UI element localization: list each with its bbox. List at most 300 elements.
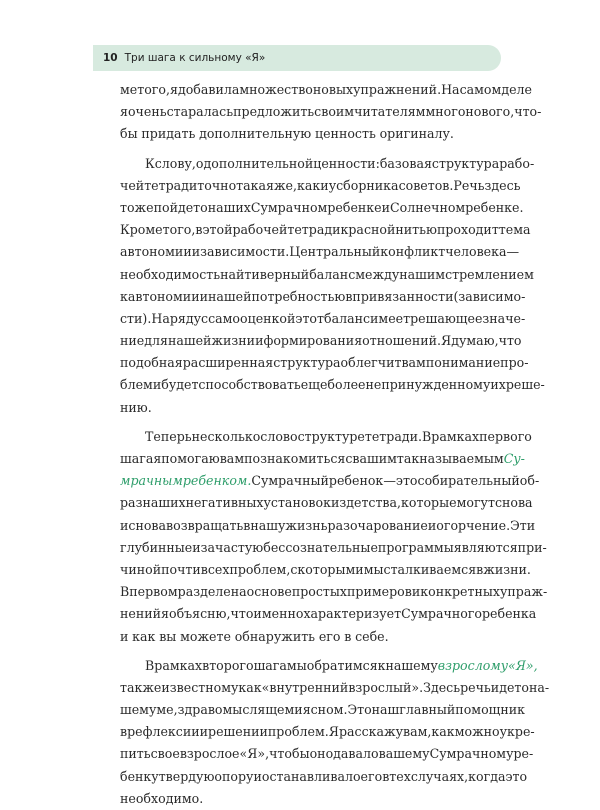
word: и — [120, 517, 129, 533]
word: слов — [260, 428, 291, 444]
word: чиной — [120, 561, 162, 577]
word: проблем. — [267, 724, 329, 740]
page-number: 10 — [103, 52, 118, 64]
word: из — [330, 495, 347, 511]
word: оригиналу. — [379, 126, 454, 142]
word: ребенке — [327, 199, 382, 215]
word: мы — [286, 657, 307, 673]
word: основе — [246, 584, 292, 600]
word: в — [195, 222, 203, 238]
word: останавливало — [261, 768, 361, 784]
word: пить — [120, 746, 151, 762]
word: об- — [519, 473, 540, 489]
word: рабочей — [232, 222, 288, 238]
text-line — [120, 448, 525, 470]
paragraph — [120, 79, 542, 146]
text-line — [120, 374, 545, 396]
word: более — [327, 377, 366, 393]
word: когда — [468, 768, 506, 784]
word: нашей — [167, 333, 212, 349]
word: решающее — [410, 310, 483, 326]
word: разделе — [177, 584, 231, 600]
word: первого — [479, 428, 532, 444]
word: дополнительной — [203, 155, 314, 171]
word: шага — [253, 657, 287, 673]
word: между — [355, 266, 400, 282]
word: опору — [214, 768, 254, 784]
word: о — [290, 428, 298, 444]
word: главный — [399, 702, 456, 718]
word: придать — [141, 126, 196, 142]
word: На — [441, 82, 460, 97]
highlighted-term: Су- — [503, 451, 525, 466]
word: при- — [517, 539, 547, 555]
word: здесь — [484, 177, 521, 193]
word: разочарование — [327, 517, 428, 533]
text-line — [120, 655, 538, 677]
word: себе. — [355, 628, 389, 644]
word: тема — [498, 222, 531, 238]
word: собирательный — [417, 473, 520, 489]
word: можете — [180, 628, 231, 644]
word: Сумрачному — [429, 746, 514, 762]
word: наш — [371, 702, 400, 718]
word: понимание — [425, 355, 501, 371]
text-line — [120, 699, 526, 721]
word: первом — [129, 584, 178, 600]
word: Сумрачный — [251, 473, 329, 489]
word: еще — [300, 377, 328, 393]
running-header-title: Три шага к сильному «Я» — [124, 52, 266, 64]
word: же, — [273, 177, 298, 193]
word: расширенная — [182, 355, 274, 371]
word: наших — [142, 495, 186, 511]
text-line — [120, 175, 521, 197]
word: нитью — [395, 222, 437, 238]
text-line — [120, 241, 520, 263]
word: нового, — [465, 104, 515, 120]
word: программы — [377, 539, 454, 555]
word: и — [192, 539, 201, 555]
word: объясню, — [168, 606, 231, 622]
word: как — [238, 679, 262, 695]
highlighted-term: мрачным — [120, 473, 183, 489]
word: новых — [312, 82, 354, 97]
word: рефлексии — [127, 724, 200, 740]
word: вашим — [352, 451, 397, 466]
word: тетради. — [364, 428, 422, 444]
word: это — [395, 473, 418, 489]
word: точно — [197, 177, 237, 193]
word: о — [200, 199, 208, 215]
word: я — [120, 104, 128, 120]
word: с — [201, 310, 209, 326]
word: сталкиваемся — [383, 561, 477, 577]
text-line — [120, 330, 522, 352]
word: пойдет — [153, 199, 201, 215]
word: наших — [207, 199, 251, 215]
word: нашей — [208, 288, 252, 304]
word: познакомиться — [244, 451, 346, 466]
word: почти — [161, 561, 201, 577]
word: сти). — [120, 310, 152, 326]
word: верный — [259, 266, 310, 282]
word: рабо- — [499, 155, 535, 171]
word: твердую — [158, 768, 215, 784]
word: человека — [445, 244, 507, 260]
word: как — [132, 628, 156, 644]
text-line — [120, 397, 500, 419]
word: много — [425, 104, 466, 120]
word: негативных — [185, 495, 264, 511]
word: именно — [253, 606, 304, 622]
word: Я — [328, 724, 339, 740]
paragraph — [120, 426, 548, 648]
text-line — [120, 626, 500, 648]
word: которые — [401, 495, 457, 511]
word: тех — [389, 768, 411, 784]
word: и — [199, 724, 209, 740]
word: добавила — [177, 82, 240, 97]
word: и — [152, 377, 162, 393]
word: помогаю — [161, 451, 220, 466]
word: на — [230, 584, 247, 600]
word: Солнечном — [390, 199, 466, 215]
word: упражнений. — [353, 82, 442, 97]
word: о — [521, 679, 529, 695]
word: Кроме — [120, 222, 163, 238]
word: непринужденному — [365, 377, 491, 393]
word: и — [320, 177, 329, 193]
word: вам — [219, 451, 245, 466]
text-line — [120, 788, 500, 810]
text-line — [120, 559, 531, 581]
word: что- — [514, 104, 542, 120]
word: шага — [120, 451, 154, 466]
word: дополнительную — [199, 126, 312, 142]
word: здравомыслящем — [177, 702, 295, 718]
word: вы — [159, 628, 177, 644]
word: структура — [431, 155, 500, 171]
text-line — [120, 537, 547, 559]
word: Это — [347, 702, 372, 718]
word: для — [144, 333, 168, 349]
body-text — [120, 79, 550, 810]
word: в — [120, 724, 128, 740]
word: ме — [120, 82, 138, 97]
word: баланс — [309, 266, 356, 282]
word: К — [145, 155, 155, 171]
word: случаях, — [410, 768, 469, 784]
word: в — [344, 628, 352, 644]
word: идет — [490, 679, 522, 695]
word: того, — [137, 82, 170, 97]
word: я — [169, 82, 178, 97]
word: к — [377, 657, 386, 673]
word: бы — [120, 126, 138, 142]
word: вам — [401, 355, 426, 371]
word: и — [427, 517, 437, 533]
word: баланс — [323, 310, 371, 326]
text-line — [120, 743, 534, 765]
word: ребенка — [481, 606, 537, 622]
word: характеризует — [303, 606, 402, 622]
word: ребенок — [328, 473, 384, 489]
word: деле — [501, 82, 532, 97]
word: В — [145, 657, 155, 673]
word: и — [294, 702, 303, 718]
text-line — [120, 264, 534, 286]
word: отношений. — [362, 333, 442, 349]
word: к — [120, 288, 128, 304]
word: несколько — [191, 428, 261, 444]
text-line — [120, 603, 537, 625]
word: уме, — [148, 702, 178, 718]
word: формирования — [263, 333, 363, 349]
word: примеров — [347, 584, 412, 600]
word: реше- — [505, 377, 545, 393]
word: глубинные — [120, 539, 193, 555]
word: в — [243, 517, 251, 533]
word: давало — [333, 746, 379, 762]
text-line — [120, 308, 526, 330]
word: ре- — [513, 746, 534, 762]
highlighted-term: взрослому — [437, 657, 509, 673]
word: являются — [453, 539, 518, 555]
word: В — [422, 428, 432, 444]
word: тоже — [120, 199, 154, 215]
word: обратимся — [306, 657, 378, 673]
word: решении — [208, 724, 268, 740]
word: ние — [120, 333, 145, 349]
word: автономии — [127, 288, 200, 304]
word: как — [297, 177, 321, 193]
word: взрослое — [179, 746, 240, 762]
word: базовая — [379, 155, 432, 171]
word: которыми — [297, 561, 364, 577]
word: имеет — [370, 310, 411, 326]
word: старалась — [166, 104, 234, 120]
word: их — [490, 377, 506, 393]
word: в — [345, 288, 353, 304]
text-line — [120, 766, 528, 788]
word: Наряду — [151, 310, 202, 326]
word: как — [431, 724, 455, 740]
word: этой — [202, 222, 233, 238]
text-line — [120, 426, 532, 448]
word: я — [161, 606, 169, 622]
word: вам, — [403, 724, 432, 740]
word: этот — [295, 310, 324, 326]
word: бессознательные — [263, 539, 378, 555]
word: потребностью — [251, 288, 346, 304]
word: Сумрачного — [401, 606, 482, 622]
word: на- — [528, 679, 550, 695]
word: конфликт — [380, 244, 446, 260]
word: такая — [236, 177, 274, 193]
word: нию. — [120, 399, 152, 415]
word: и — [255, 333, 264, 349]
text-line — [120, 219, 531, 241]
word: предложить — [233, 104, 315, 120]
word: жизни. — [483, 561, 531, 577]
word: красной — [340, 222, 396, 238]
word: установок — [263, 495, 331, 511]
word: очень — [127, 104, 167, 120]
word: советов. — [398, 177, 454, 193]
word: простых — [291, 584, 348, 600]
word: нашему — [385, 657, 438, 673]
word: найти — [220, 266, 260, 282]
word: стремлением — [445, 266, 534, 282]
word: снова — [494, 495, 533, 511]
word: нашим — [399, 266, 446, 282]
word: проблем, — [229, 561, 291, 577]
word: тетради — [287, 222, 341, 238]
word: это — [505, 768, 528, 784]
word: Эти — [510, 517, 536, 533]
text-line — [120, 286, 526, 308]
word: его — [360, 768, 383, 784]
word: и — [191, 244, 201, 260]
highlighted-term: ребенком. — [182, 473, 252, 489]
text-line — [120, 153, 535, 175]
word: с — [290, 561, 298, 577]
word: речь — [460, 679, 491, 695]
paragraph — [120, 655, 550, 810]
word: мы — [363, 561, 384, 577]
word: способствовать — [198, 377, 301, 393]
text-line — [120, 123, 500, 145]
word: и — [253, 768, 262, 784]
word: расскажу — [338, 724, 404, 740]
word: своим — [314, 104, 355, 120]
word: ценность — [315, 126, 376, 142]
word: всех — [200, 561, 230, 577]
word: нашу — [250, 517, 286, 533]
word: о — [195, 155, 204, 171]
word: Здесь — [423, 679, 461, 695]
word: так — [396, 451, 420, 466]
word: и — [120, 628, 129, 644]
word: Центральный — [289, 244, 381, 260]
text-line — [120, 470, 540, 492]
word: В — [120, 584, 130, 600]
word: детства, — [346, 495, 402, 511]
text-line — [120, 492, 533, 514]
word: снова — [128, 517, 167, 533]
word: помощник — [455, 702, 526, 718]
highlighted-term: «Я», — [508, 657, 538, 673]
word: рамках — [154, 657, 203, 673]
word: с — [345, 451, 353, 466]
word: — — [383, 473, 396, 489]
word: «внутренний — [261, 679, 349, 695]
word: читателям — [354, 104, 426, 120]
word: того, — [162, 222, 196, 238]
word: называемым — [419, 451, 504, 466]
word: блем — [120, 377, 153, 393]
text-line — [120, 79, 532, 101]
text-line — [120, 515, 536, 537]
word: зачастую — [200, 539, 264, 555]
word: бенку — [120, 768, 159, 784]
word: Речь — [453, 177, 485, 193]
word: подобная — [120, 355, 183, 371]
word: взрослый». — [348, 679, 424, 695]
word: шем — [120, 702, 149, 718]
word: что — [498, 333, 522, 349]
word: жизнь — [285, 517, 328, 533]
word: автономии — [120, 244, 192, 260]
word: второго — [202, 657, 254, 673]
word: оно — [309, 746, 334, 762]
word: огорчение. — [436, 517, 511, 533]
word: свое — [150, 746, 180, 762]
word: его — [318, 628, 341, 644]
word: в — [476, 561, 484, 577]
word: Сумрачном — [250, 199, 328, 215]
text-line — [120, 581, 548, 603]
word: ценности: — [313, 155, 380, 171]
word: — — [506, 244, 520, 260]
text-line — [120, 677, 550, 699]
word: и — [411, 584, 421, 600]
word: про- — [500, 355, 529, 371]
text-line — [120, 197, 524, 219]
word: тетради — [144, 177, 198, 193]
running-header — [93, 45, 501, 71]
word: слову, — [154, 155, 196, 171]
word: в — [382, 768, 390, 784]
word: обнаружить — [234, 628, 316, 644]
text-line — [120, 101, 542, 123]
word: ясном. — [302, 702, 348, 718]
word: рамках — [431, 428, 480, 444]
word: раз — [120, 495, 143, 511]
word: Я — [441, 333, 452, 349]
word: структура — [273, 355, 341, 371]
word: проходит — [436, 222, 499, 238]
word: упраж- — [500, 584, 548, 600]
word: необходимо. — [120, 790, 204, 806]
word: я — [153, 451, 162, 466]
word: чтобы — [269, 746, 310, 762]
word: значе- — [482, 310, 526, 326]
text-line — [120, 721, 535, 743]
word: могут — [456, 495, 495, 511]
word: у — [328, 177, 337, 193]
word: думаю, — [451, 333, 499, 349]
word: нений — [120, 606, 162, 622]
word: укре- — [499, 724, 535, 740]
word: жизни — [211, 333, 256, 349]
word: также — [120, 679, 162, 695]
word: множество — [239, 82, 313, 97]
word: ребенке. — [465, 199, 524, 215]
word: (зависимо- — [453, 288, 526, 304]
paragraph — [120, 153, 545, 419]
text-line — [120, 352, 529, 374]
word: Теперь — [145, 428, 192, 444]
word: и — [381, 199, 391, 215]
word: вашему — [378, 746, 430, 762]
word: сборника — [336, 177, 399, 193]
word: «Я», — [239, 746, 270, 762]
word: и — [199, 288, 208, 304]
word: облегчит — [340, 355, 402, 371]
word: структуре — [297, 428, 365, 444]
